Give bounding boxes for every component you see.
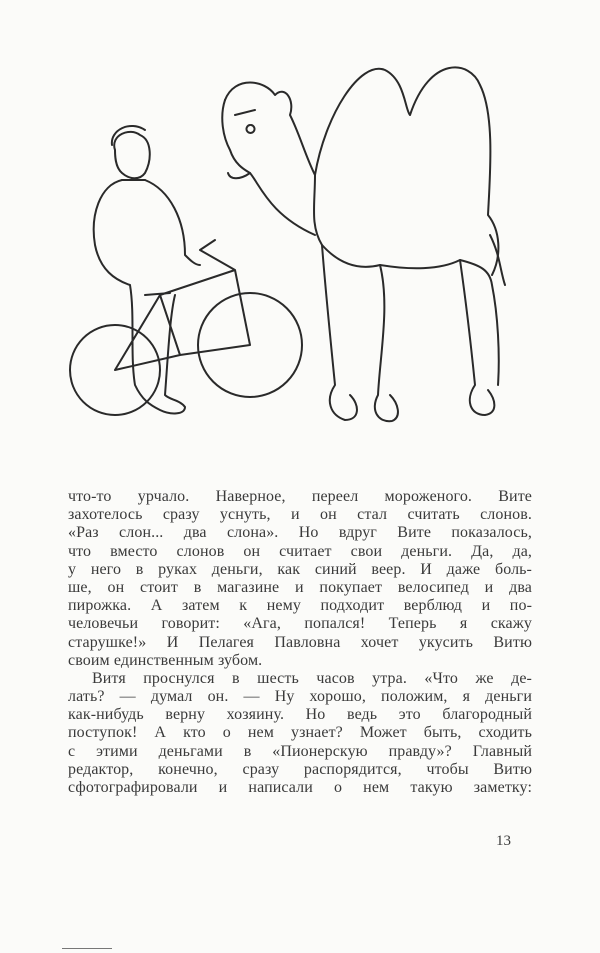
- text-line: захотелось сразу уснуть, и он стал считать слонов.: [68, 506, 532, 524]
- text-line: что вместо слонов он считает свои деньги. Да, да,: [68, 542, 532, 560]
- text-line: старушке!» И Пелагея Павловна хочет укусить Витю: [68, 633, 532, 651]
- footnote-rule: [62, 948, 112, 949]
- text-line: что-то урчало. Наверное, переел мороженого. Вите: [68, 488, 532, 505]
- text-line: как-нибудь верну хозяину. Но ведь это благородный: [68, 706, 532, 724]
- text-line: своим единственным зубом.: [68, 651, 263, 669]
- text-line: ше, он стоит в магазине и покупает велосипед и два: [68, 578, 532, 596]
- text-line: у него в руках деньги, как синий веер. И даже боль-: [68, 560, 532, 578]
- illustration-boy-bicycle-camel: [60, 55, 540, 450]
- text-line: Витя проснулся в шесть часов утра. «Что же де-: [92, 669, 532, 687]
- body-text: [68, 488, 532, 797]
- paragraph: [68, 488, 532, 670]
- text-line: сфотографировали и написали о нем такую заметку:: [68, 779, 532, 796]
- text-line: поступок! А кто о нем узнает? Может быть, сходить: [68, 724, 532, 742]
- text-line: лать? — думал он. — Ну хорошо, положим, я деньги: [68, 688, 532, 706]
- text-line: с этими деньгами в «Пионерскую правду»? Главный: [68, 742, 532, 760]
- text-line: пирожка. А затем к нему подходит верблюд и по-: [68, 597, 532, 615]
- paragraph: [68, 670, 532, 797]
- page-number: 13: [496, 833, 511, 849]
- boy-drawing: [94, 126, 200, 413]
- camel-drawing: [222, 67, 505, 421]
- text-line: редактор, конечно, сразу распорядится, чтобы Витю: [68, 760, 532, 778]
- text-line: «Раз слон... два слона». Но вдруг Вите показалось,: [68, 524, 532, 542]
- text-line: человечьи говорит: «Ага, попался! Теперь я скажу: [68, 615, 532, 633]
